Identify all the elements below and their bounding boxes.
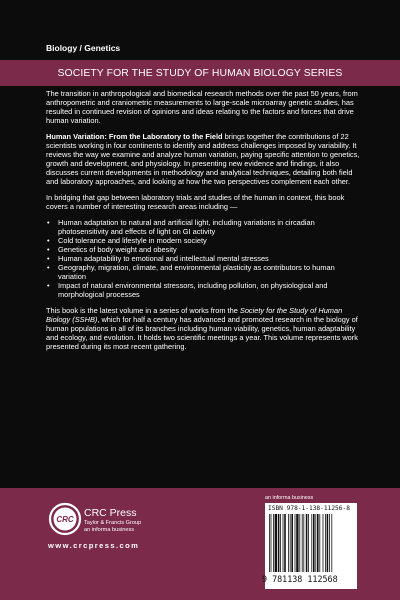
book-description-text: brings together the contributions of 22 scientists working in four continents to identify and address challenges imposed by variability. It reviews the way we examine and analyze human variation, paying specific attention to genetics, growth and development, and physiology. In presenting new evidence and findings, it also discusses current developments in methodology and analytical techniques, detailing both field and laboratory approaches, and looking at how the two perspectives complement each other. [46,132,360,186]
society-paragraph [46,307,360,352]
publisher-subtitle [84,520,141,533]
intro-paragraph: The transition in anthropological and biomedical research methods over the past 50 years, from anthropometric and craniometric measurements to large-scale microarray genetic studies, has resulted in continued revision of opinions and ideas relating to the factors and forces that drive human variation. [46,89,358,125]
crc-press-logo [48,502,82,536]
series-title: SOCIETY FOR THE STUDY OF HUMAN BIOLOGY SERIES [57,67,343,79]
research-areas-list [46,219,360,299]
publisher-name: CRC Press [84,507,137,519]
svg-text:CRC: CRC [56,515,74,524]
publisher-group: Taylor & Francis Group [84,520,142,526]
list-item: • Genetics of body weight and obesity [46,246,360,255]
informa-label: an informa business [265,495,314,501]
category-label: Biology / Genetics [46,43,121,53]
research-areas-intro: In bridging that gap between laboratory trials and studies of the human in context, this book covers a number of interesting research areas including — [46,193,345,211]
publisher-informa: an informa business [84,526,135,533]
publisher-website: www.crcpress.com [48,541,140,550]
list-item: • Cold tolerance and lifestyle in modern society [46,237,360,246]
series-band [0,60,400,86]
isbn-number: ISBN 978-1-138-11256-8 [268,505,350,512]
society-text-start: This book is the latest volume in a series of works from the [46,306,240,316]
society-name: Society for the Study of Human Biology (SSHB) [46,306,343,324]
list-item: • Geography, migration, climate, and environmental plasticity as contributors to human variation [46,264,360,282]
barcode-digits: 9 781138 112568 [262,574,338,584]
barcode [268,514,354,572]
list-item: • Human adaptability to emotional and intellectual mental stresses [46,255,360,264]
list-item: • Impact of natural environmental stressors, including pollution, on physiological and morphological processes [46,282,360,300]
list-item: • Human adaptation to natural and artificial light, including variations in circadian photosensitivity and effects of light on GI activity [46,219,360,237]
book-description-paragraph [46,133,360,186]
book-title: Human Variation: From the Laboratory to the Field [46,132,223,142]
society-text-rest: , which for half a century has advanced and promoted research in the biology of human populations in all of its branches including human viability, genetics, human adaptability and ecology, and evolution. It holds two scientific meetings a year. This volume represents work presented during its most recent gathering. [46,314,358,351]
back-cover-text [46,90,360,359]
